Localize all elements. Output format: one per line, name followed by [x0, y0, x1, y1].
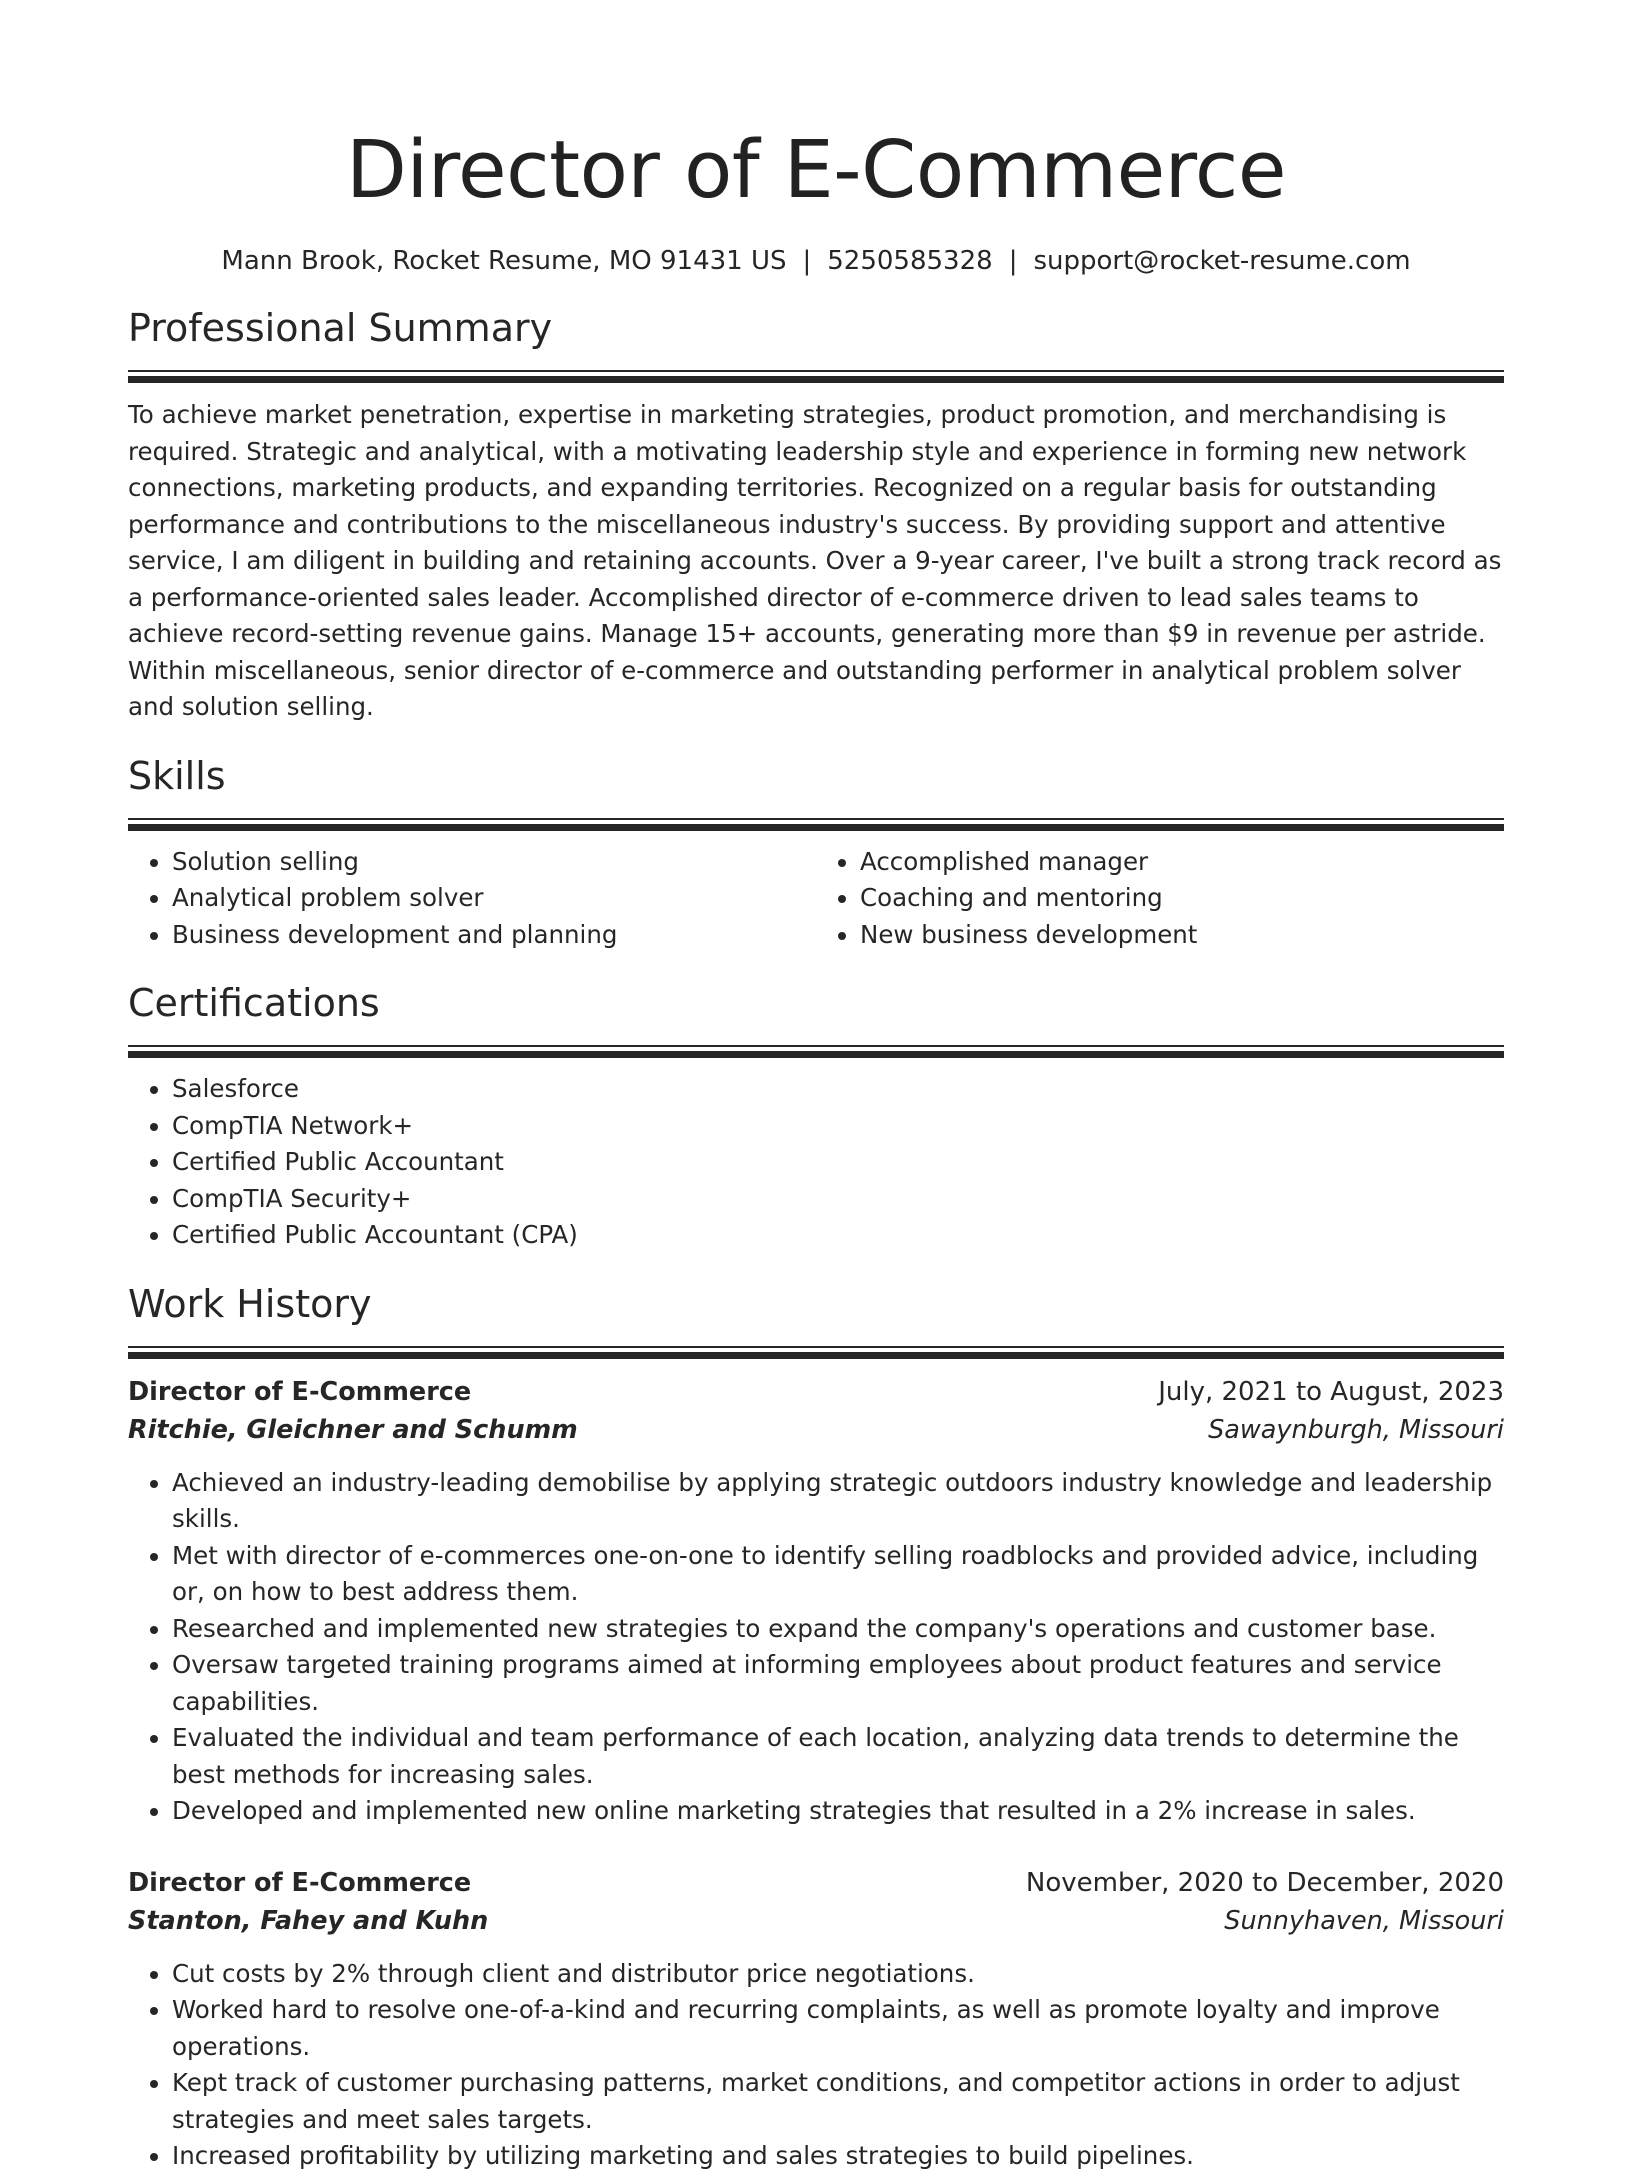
- skills-list-right: [816, 844, 1504, 954]
- section-divider: [128, 1346, 1504, 1359]
- skill-item: • Accomplished manager: [860, 844, 1504, 881]
- section-divider: [128, 818, 1504, 831]
- skill-item: • Solution selling: [172, 844, 816, 881]
- skill-item: • New business development: [860, 917, 1504, 954]
- certifications-heading: Certifications: [128, 981, 380, 1025]
- job-bullet: • Developed and implemented new online marketing strategies that resulted in a 2% increase in sales.: [172, 1793, 1504, 1830]
- job-bullet: • Oversaw targeted training programs aimed at informing employees about product features and service capabilities.: [172, 1647, 1504, 1720]
- certification-item: • Certified Public Accountant (CPA): [172, 1217, 1504, 1254]
- job-title: Director of E-Commerce: [128, 1867, 472, 1898]
- job-title: Director of E-Commerce: [128, 1376, 472, 1407]
- job-location: Sunnyhaven, Missouri: [1224, 1905, 1504, 1936]
- job-company: Stanton, Fahey and Kuhn: [128, 1905, 489, 1936]
- skills-grid: [128, 831, 1504, 954]
- job-dates: July, 2021 to August, 2023: [1158, 1376, 1504, 1407]
- work-history-section: [128, 1280, 1504, 2175]
- skills-section: [128, 752, 1504, 954]
- job-header-row: [128, 1373, 1504, 1411]
- certification-item: • Salesforce: [172, 1071, 1504, 1108]
- skill-item: • Business development and planning: [172, 917, 816, 954]
- contact-email: support@rocket-resume.com: [1033, 246, 1411, 276]
- job-header-row: [128, 1864, 1504, 1902]
- job-bullet: • Increased profitability by utilizing marketing and sales strategies to build pipelines.: [172, 2138, 1504, 2175]
- job-bullet: • Met with director of e-commerces one-on-one to identify selling roadblocks and provided advice, including or, on how to best address them.: [172, 1538, 1504, 1611]
- job-bullet: • Worked hard to resolve one-of-a-kind and recurring complaints, as well as promote loyalty and improve operations.: [172, 1992, 1504, 2065]
- job-dates: November, 2020 to December, 2020: [1025, 1867, 1504, 1898]
- skills-list-left: [128, 844, 816, 954]
- certifications-section: [128, 979, 1504, 1254]
- summary-section: [128, 304, 1504, 726]
- skill-item: • Coaching and mentoring: [860, 880, 1504, 917]
- work-history-heading: Work History: [128, 1281, 372, 1326]
- certification-item: • CompTIA Network+: [172, 1108, 1504, 1145]
- job-company-row: [128, 1411, 1504, 1449]
- skills-heading: Skills: [128, 753, 226, 798]
- job-bullet: • Achieved an industry-leading demobilise by applying strategic outdoors industry knowledge and leadership skills.: [172, 1465, 1504, 1538]
- job-bullets: [128, 1465, 1504, 1830]
- certification-item: • CompTIA Security+: [172, 1181, 1504, 1218]
- resume-title: Director of E-Commerce: [346, 124, 1286, 216]
- job-entry: [128, 1373, 1504, 1830]
- job-bullets: [128, 1956, 1504, 2175]
- contact-address: Mann Brook, Rocket Resume, MO 91431 US: [221, 246, 787, 276]
- job-entry: [128, 1864, 1504, 2175]
- certifications-list: [128, 1071, 1504, 1254]
- job-company: Ritchie, Gleichner and Schumm: [128, 1414, 578, 1445]
- job-bullet: • Kept track of customer purchasing patterns, market conditions, and competitor actions in order to adjust strategies and meet sales targets.: [172, 2065, 1504, 2138]
- job-bullet: • Evaluated the individual and team performance of each location, analyzing data trends to determine the best methods for increasing sales.: [172, 1720, 1504, 1793]
- certification-item: • Certified Public Accountant: [172, 1144, 1504, 1181]
- contact-separator: |: [1008, 246, 1018, 276]
- job-bullet: • Researched and implemented new strategies to expand the company's operations and customer base.: [172, 1611, 1504, 1648]
- summary-text: To achieve market penetration, expertise in marketing strategies, product promotion, and merchandising is required. Strategic and analytical, with a motivating leadership style and experience in forming new network connections, marketing products, and expanding territories. Recognized on a regular basis for outstanding performance and contributions to the miscellaneous industry's success. By providing support and attentive service, I am diligent in building and retaining accounts. Over a 9-year career, I've built a strong track record as a performance-oriented sales leader. Accomplished director of e-commerce driven to lead sales teams to achieve record-setting revenue gains. Manage 15+ accounts, generating more than $9 in revenue per astride. Within miscellaneous, senior director of e-commerce and outstanding performer in analytical problem solver and solution selling.: [128, 400, 1502, 721]
- summary-heading: Professional Summary: [128, 306, 553, 350]
- job-location: Sawaynburgh, Missouri: [1208, 1414, 1504, 1445]
- skill-item: • Analytical problem solver: [172, 880, 816, 917]
- section-divider: [128, 370, 1504, 383]
- contact-line: [128, 244, 1504, 278]
- section-divider: [128, 1045, 1504, 1058]
- contact-phone: 5250585328: [827, 246, 993, 276]
- job-company-row: [128, 1902, 1504, 1940]
- contact-separator: |: [802, 246, 812, 276]
- job-bullet: • Cut costs by 2% through client and distributor price negotiations.: [172, 1956, 1504, 1993]
